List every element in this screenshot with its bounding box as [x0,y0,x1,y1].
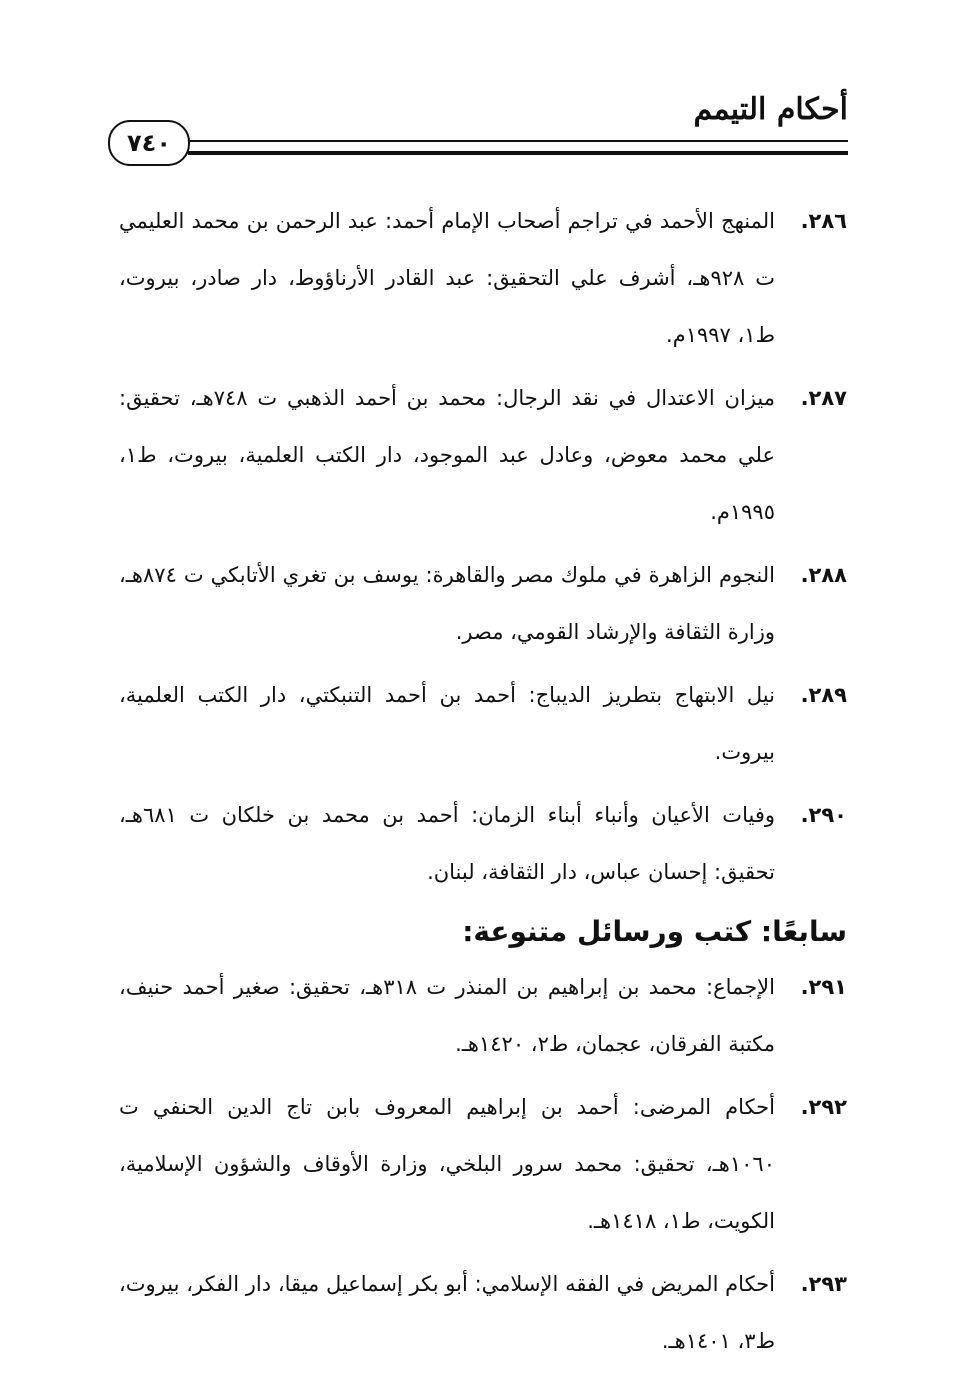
entry-number: ٢٩٢. [800,1095,847,1119]
entry-number: ٢٨٦. [800,209,847,233]
bibliography-entry [119,667,847,781]
entry-text: الإجماع: محمد بن إبراهيم بن المنذر ت ٣١٨هـ، تحقيق: صغير أحمد حنيف، مكتبة الفرقان، عجمان، ط٢، ١٤٢٠هـ. [119,975,775,1056]
entry-number: ٢٩١. [800,975,847,999]
page-number: ٧٤٠ [108,120,190,166]
bibliography-entry [119,959,847,1073]
entry-text: أحكام المريض في الفقه الإسلامي: أبو بكر إسماعيل ميقا، دار الفكر، بيروت، ط٣، ١٤٠١هـ. [119,1272,775,1353]
bibliography-entry [119,193,847,364]
entry-text: أحكام المرضى: أحمد بن إبراهيم المعروف بابن تاج الدين الحنفي ت ١٠٦٠هـ، تحقيق: محمد سرور البلخي، وزارة الأوقاف والشؤون الإسلامية، الكويت، ط١، ١٤١٨هـ. [119,1095,775,1233]
page-header [108,90,848,160]
entry-number: ٢٨٨. [800,563,847,587]
book-title: أحكام التيمم [693,92,848,127]
bibliography-entry [119,370,847,541]
bibliography-entry [119,1256,847,1370]
entry-number: ٢٩٣. [800,1272,847,1296]
bibliography-entry [119,1079,847,1250]
entry-text: ميزان الاعتدال في نقد الرجال: محمد بن أحمد الذهبي ت ٧٤٨هـ، تحقيق: علي محمد معوض، وعادل عبد الموجود، دار الكتب العلمية، بيروت، ط١، ١٩٩٥م. [119,386,775,524]
entry-number: ٢٨٩. [800,683,847,707]
bibliography-entry [119,787,847,901]
entry-number: ٢٨٧. [800,386,847,410]
bibliography-entry [119,547,847,661]
section-heading: سابعًا: كتب ورسائل متنوعة: [462,915,847,948]
entry-text: نيل الابتهاج بتطريز الديباج: أحمد بن أحمد التنبكتي، دار الكتب العلمية، بيروت. [119,683,775,764]
bibliography [119,193,847,1376]
entry-text: وفيات الأعيان وأنباء أبناء الزمان: أحمد بن محمد بن خلكان ت ٦٨١هـ، تحقيق: إحسان عباس، دار الثقافة، لبنان. [119,803,775,884]
entry-number: ٢٩٠. [800,803,847,827]
entry-text: المنهج الأحمد في تراجم أصحاب الإمام أحمد: عبد الرحمن بن محمد العليمي ت ٩٢٨هـ، أشرف علي التحقيق: عبد القادر الأرناؤوط، دار صادر، بيروت، ط١، ١٩٩٧م. [119,209,775,347]
entry-text: النجوم الزاهرة في ملوك مصر والقاهرة: يوسف بن تغري الأتابكي ت ٨٧٤هـ، وزارة الثقافة والإرشاد القومي، مصر. [119,563,775,644]
header-rule [188,140,848,155]
